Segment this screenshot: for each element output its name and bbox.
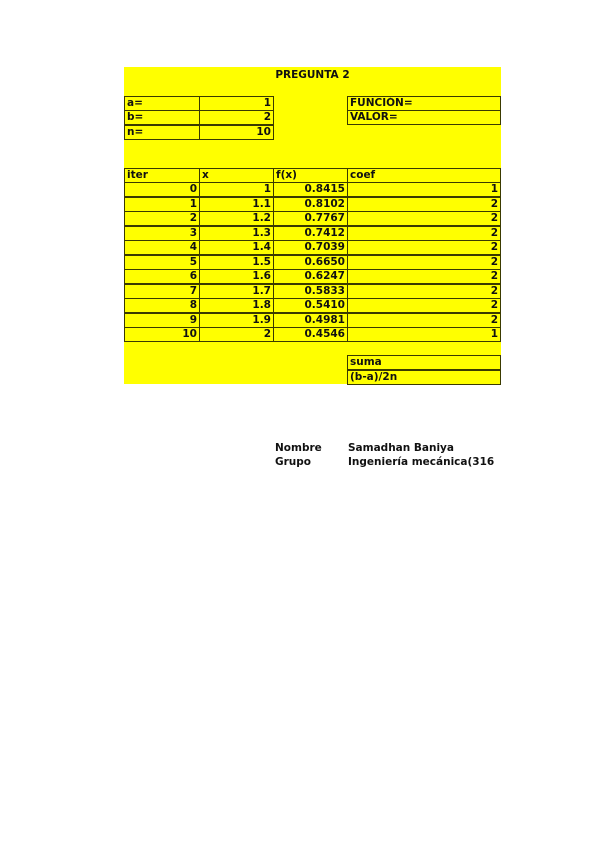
cell-fx[interactable]: 0.8415 [273, 182, 348, 197]
cell-x[interactable]: 1 [199, 182, 274, 197]
cell-iter[interactable]: 8 [124, 298, 200, 313]
cell-iter[interactable]: 2 [124, 211, 200, 226]
header-x: x [199, 168, 274, 183]
cell-iter[interactable]: 1 [124, 197, 200, 212]
funcion-label: FUNCIÓN= [347, 96, 501, 111]
cell-coef[interactable]: 2 [347, 197, 501, 212]
cell-coef[interactable]: 2 [347, 255, 501, 270]
cell-coef[interactable]: 2 [347, 240, 501, 255]
cell-iter[interactable]: 9 [124, 313, 200, 328]
cell-fx[interactable]: 0.4981 [273, 313, 348, 328]
param-n-label: n= [124, 125, 200, 140]
cell-coef[interactable]: 2 [347, 211, 501, 226]
cell-x[interactable]: 1.2 [199, 211, 274, 226]
param-a-value[interactable]: 1 [199, 96, 274, 111]
cell-coef[interactable]: 2 [347, 226, 501, 241]
cell-x[interactable]: 1.8 [199, 298, 274, 313]
cell-fx[interactable]: 0.5410 [273, 298, 348, 313]
nombre-value: Samadhan Baniya [348, 442, 454, 454]
cell-fx[interactable]: 0.7767 [273, 211, 348, 226]
grupo-label: Grupo [275, 456, 312, 468]
cell-x[interactable]: 1.5 [199, 255, 274, 270]
param-b-value[interactable]: 2 [199, 110, 274, 125]
cell-iter[interactable]: 5 [124, 255, 200, 270]
cell-fx[interactable]: 0.6247 [273, 269, 348, 284]
cell-iter[interactable]: 10 [124, 327, 200, 342]
cell-iter[interactable]: 7 [124, 284, 200, 299]
header-coef: coef [347, 168, 501, 183]
suma-label: suma [347, 355, 501, 370]
cell-iter[interactable]: 3 [124, 226, 200, 241]
cell-coef[interactable]: 2 [347, 313, 501, 328]
cell-iter[interactable]: 0 [124, 182, 200, 197]
cell-x[interactable]: 1.3 [199, 226, 274, 241]
cell-coef[interactable]: 1 [347, 182, 501, 197]
cell-fx[interactable]: 0.7412 [273, 226, 348, 241]
cell-fx[interactable]: 0.4546 [273, 327, 348, 342]
header-iter: iter [124, 168, 200, 183]
cell-x[interactable]: 1.9 [199, 313, 274, 328]
cell-coef[interactable]: 1 [347, 327, 501, 342]
cell-x[interactable]: 1.4 [199, 240, 274, 255]
cell-x[interactable]: 1.1 [199, 197, 274, 212]
param-a-label: a= [124, 96, 200, 111]
cell-x[interactable]: 1.7 [199, 284, 274, 299]
sheet-title: PREGUNTA 2 [275, 69, 350, 81]
cell-x[interactable]: 1.6 [199, 269, 274, 284]
cell-coef[interactable]: 2 [347, 269, 501, 284]
nombre-label: Nombre [275, 442, 322, 454]
cell-coef[interactable]: 2 [347, 284, 501, 299]
cell-iter[interactable]: 4 [124, 240, 200, 255]
valor-label: VALOR= [347, 110, 501, 125]
header-fx: f(x) [273, 168, 348, 183]
grupo-value: Ingeniería mecánica(316 [348, 456, 495, 468]
cell-fx[interactable]: 0.7039 [273, 240, 348, 255]
cell-iter[interactable]: 6 [124, 269, 200, 284]
cell-fx[interactable]: 0.8102 [273, 197, 348, 212]
cell-x[interactable]: 2 [199, 327, 274, 342]
cell-coef[interactable]: 2 [347, 298, 501, 313]
ba2n-label: (b-a)/2n [347, 370, 501, 385]
cell-fx[interactable]: 0.6650 [273, 255, 348, 270]
cell-fx[interactable]: 0.5833 [273, 284, 348, 299]
yellow-sheet-area [124, 67, 501, 384]
param-b-label: b= [124, 110, 200, 125]
param-n-value[interactable]: 10 [199, 125, 274, 140]
